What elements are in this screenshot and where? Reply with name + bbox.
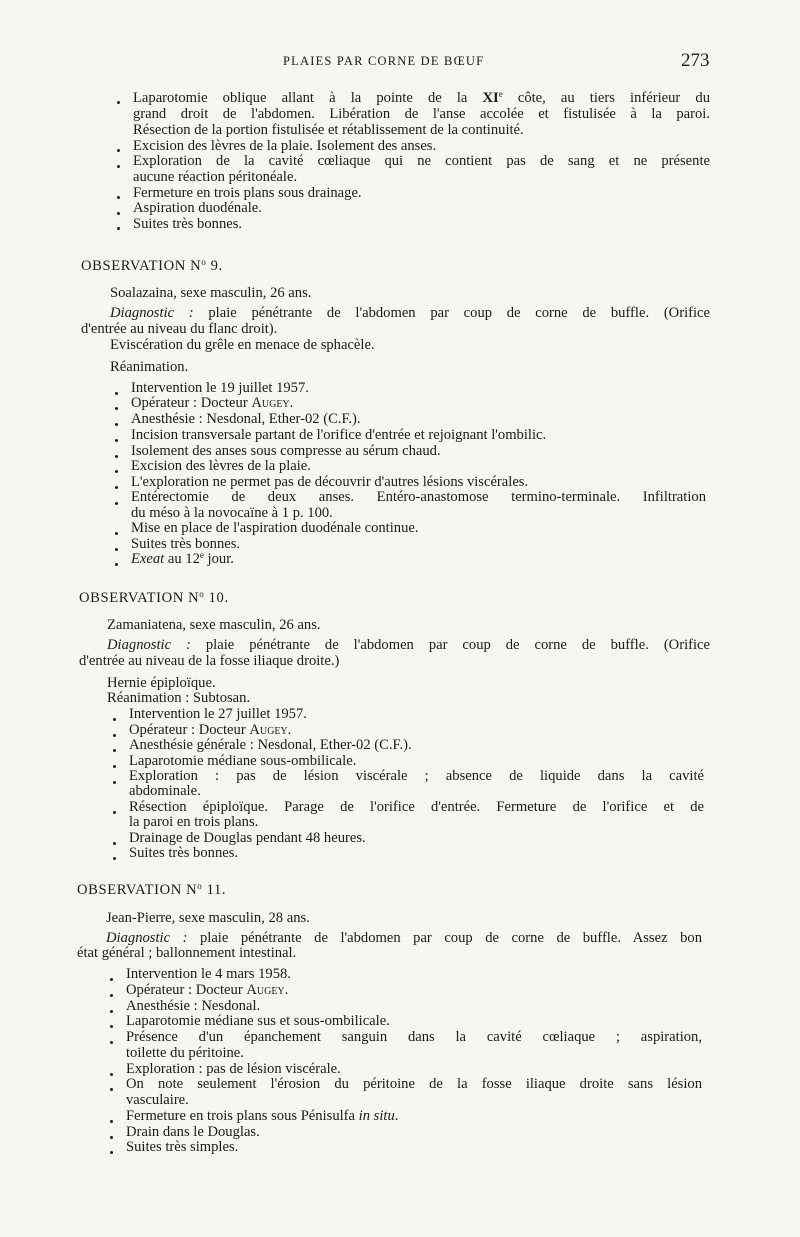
bullet-dot xyxy=(110,1010,113,1013)
list-item: Intervention le 4 mars 1958. xyxy=(126,966,291,982)
list-item-cont: toilette du péritoine. xyxy=(126,1045,244,1061)
list-item-cont: la paroi en trois plans. xyxy=(129,814,259,830)
patient-line: Jean-Pierre, sexe masculin, 28 ans. xyxy=(106,910,310,926)
list-item: Intervention le 19 juillet 1957. xyxy=(131,380,309,396)
list-item: Fermeture en trois plans sous Pénisulfa in situ. xyxy=(126,1108,399,1124)
list-item: Suites très bonnes. xyxy=(129,845,239,861)
patient-line: Soalazaina, sexe masculin, 26 ans. xyxy=(110,285,312,301)
list-item: Exploration : pas de lésion viscérale. xyxy=(126,1061,341,1077)
running-head xyxy=(0,52,800,74)
page-number: 273 xyxy=(681,50,710,71)
text-line: Hernie épiploïque. xyxy=(107,675,216,691)
bullet-dot xyxy=(117,149,120,152)
list-item: Mise en place de l'aspiration duodénale continue. xyxy=(131,520,419,536)
list-item: Suites très simples. xyxy=(126,1139,239,1155)
bullet-dot xyxy=(113,811,116,814)
bullet-dot xyxy=(115,470,118,473)
bullet-dot xyxy=(115,532,118,535)
bullet-dot xyxy=(115,392,118,395)
bullet-dot xyxy=(113,842,116,845)
bullet-dot xyxy=(113,781,116,784)
list-item-cont: du méso à la novocaïne à 1 p. 100. xyxy=(131,505,333,521)
bullet-dot xyxy=(115,423,118,426)
patient-line: Zamaniatena, sexe masculin, 26 ans. xyxy=(107,617,321,633)
bullet-dot xyxy=(110,1151,113,1154)
bullet-dot xyxy=(110,1120,113,1123)
list-item: Drain dans le Douglas. xyxy=(126,1124,260,1140)
list-item: Aspiration duodénale. xyxy=(133,200,262,216)
bullet-dot xyxy=(110,978,113,981)
list-item: Excision des lèvres de la plaie. xyxy=(131,458,311,474)
list-item: Suites très bonnes. xyxy=(133,216,243,232)
list-item: Anesthésie : Nesdonal. xyxy=(126,998,261,1014)
bullet-dot xyxy=(110,1088,113,1091)
bullet-dot xyxy=(117,227,120,230)
diagnostic-line: Diagnostic : plaie pénétrante de l'abdomen par coup de corne de buffle. (Orifice xyxy=(107,637,711,653)
list-item: Anesthésie générale : Nesdonal, Ether-02 (C.F.). xyxy=(129,737,412,753)
list-item-cont: aucune réaction péritonéale. xyxy=(133,169,298,185)
list-item: L'exploration ne permet pas de découvrir d'autres lésions viscérales. xyxy=(131,474,529,490)
list-item: Laparotomie oblique allant à la pointe de la XIe côte, au tiers inférieur du xyxy=(133,89,710,106)
list-item: Laparotomie médiane sous-ombilicale. xyxy=(129,753,357,769)
list-item: Laparotomie médiane sus et sous-ombilicale. xyxy=(126,1013,390,1029)
bullet-dot xyxy=(117,101,120,104)
bullet-dot xyxy=(117,165,120,168)
bullet-dot xyxy=(113,857,116,860)
bullet-dot xyxy=(117,196,120,199)
list-item: Opérateur : Docteur Augey. xyxy=(131,395,294,411)
observation-heading: OBSERVATION $N^o$ 11. xyxy=(77,881,227,898)
bullet-dot xyxy=(113,734,116,737)
text-line: Réanimation : Subtosan. xyxy=(107,690,251,706)
observation-heading: OBSERVATION $N^o$ 10. xyxy=(79,589,229,606)
bullet-dot xyxy=(115,407,118,410)
list-item-cont: vasculaire. xyxy=(126,1092,189,1108)
list-item-cont: Résection de la portion fistulisée et rétablissement de la continuité. xyxy=(133,122,524,138)
list-item: Opérateur : Docteur Augey. xyxy=(129,722,292,738)
text-line: Réanimation. xyxy=(110,359,189,375)
list-item: Exploration de la cavité cœliaque qui ne contient pas de sang et ne présente xyxy=(133,153,710,169)
list-item: Isolement des anses sous compresse au sérum chaud. xyxy=(131,443,441,459)
list-item: Exeat au 12e jour. xyxy=(131,550,234,567)
bullet-dot xyxy=(110,1041,113,1044)
bullet-dot xyxy=(115,548,118,551)
bullet-dot xyxy=(113,765,116,768)
text-line: Eviscération du grêle en menace de sphacèle. xyxy=(110,337,375,353)
list-item-cont: grand droit de l'abdomen. Libération de l'anse accolée et fistulisée à la paroi. xyxy=(133,106,710,122)
bullet-dot xyxy=(115,486,118,489)
list-item-cont: abdominale. xyxy=(129,783,201,799)
diagnostic-cont: d'entrée au niveau de la fosse iliaque droite.) xyxy=(79,653,340,669)
list-item: On note seulement l'érosion du péritoine de la fosse iliaque droite sans lésion xyxy=(126,1076,702,1092)
bullet-dot xyxy=(113,718,116,721)
bullet-dot xyxy=(115,563,118,566)
list-item: Anesthésie : Nesdonal, Ether-02 (C.F.). xyxy=(131,411,361,427)
bullet-dot xyxy=(110,1136,113,1139)
bullet-dot xyxy=(117,212,120,215)
bullet-dot xyxy=(113,749,116,752)
list-item: Présence d'un épanchement sanguin dans la cavité cœliaque ; aspiration, xyxy=(126,1029,702,1045)
list-item: Intervention le 27 juillet 1957. xyxy=(129,706,307,722)
bullet-dot xyxy=(115,439,118,442)
list-item: Incision transversale partant de l'orifice d'entrée et rejoignant l'ombilic. xyxy=(131,427,547,443)
observation-heading: OBSERVATION $N^o$ 9. xyxy=(81,257,223,274)
bullet-dot xyxy=(110,1025,113,1028)
diagnostic-cont: état général ; ballonnement intestinal. xyxy=(77,945,297,961)
diagnostic-cont: d'entrée au niveau du flanc droit). xyxy=(81,321,278,337)
list-item: Excision des lèvres de la plaie. Isolement des anses. xyxy=(133,138,437,154)
list-item: Fermeture en trois plans sous drainage. xyxy=(133,185,362,201)
list-item: Opérateur : Docteur Augey. xyxy=(126,982,289,998)
diagnostic-line: Diagnostic : plaie pénétrante de l'abdomen par coup de corne de buffle. Assez bon xyxy=(106,930,702,946)
bullet-dot xyxy=(110,994,113,997)
list-item: Suites très bonnes. xyxy=(131,536,241,552)
list-item: Exploration : pas de lésion viscérale ; absence de liquide dans la cavité xyxy=(129,768,704,784)
list-item: Résection épiploïque. Parage de l'orifice d'entrée. Fermeture de l'orifice et de xyxy=(129,799,704,815)
list-item: Drainage de Douglas pendant 48 heures. xyxy=(129,830,366,846)
diagnostic-line: Diagnostic : plaie pénétrante de l'abdomen par coup de corne de buffle. (Orifice xyxy=(110,305,711,321)
running-title: PLAIES PAR CORNE DE BŒUF xyxy=(283,54,485,68)
bullet-dot xyxy=(115,455,118,458)
bullet-dot xyxy=(110,1073,113,1076)
list-item: Entérectomie de deux anses. Entéro-anastomose termino-terminale. Infiltration xyxy=(131,489,706,505)
bullet-dot xyxy=(115,502,118,505)
